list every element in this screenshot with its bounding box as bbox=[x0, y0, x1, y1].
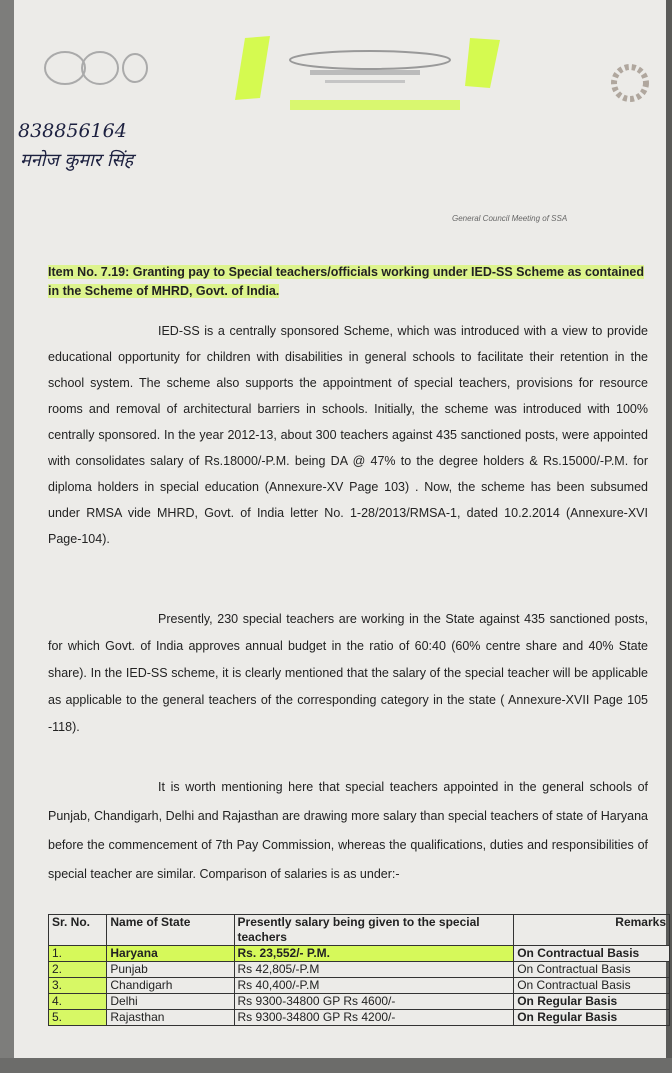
emblem-right-icon bbox=[600, 58, 670, 108]
header-remarks: Remarks bbox=[514, 915, 670, 946]
table-row bbox=[49, 946, 670, 962]
meeting-reference: General Council Meeting of SSA bbox=[452, 214, 568, 223]
cell-state: Chandigarh bbox=[107, 978, 234, 994]
cell-sr: 5. bbox=[49, 1010, 107, 1026]
table-header-row bbox=[49, 915, 670, 946]
cell-state: Punjab bbox=[107, 962, 234, 978]
cell-state: Haryana bbox=[107, 946, 234, 962]
table-row bbox=[49, 978, 670, 994]
header-salary: Presently salary being given to the special teachers bbox=[234, 915, 514, 946]
photo-edge-bottom bbox=[0, 1058, 672, 1073]
cell-sr: 2. bbox=[49, 962, 107, 978]
cell-salary: Rs 9300-34800 GP Rs 4200/- bbox=[234, 1010, 514, 1026]
header-state: Name of State bbox=[107, 915, 234, 946]
header-sr-no: Sr. No. bbox=[49, 915, 107, 946]
cell-sr: 1. bbox=[49, 946, 107, 962]
emblem-left-icon bbox=[40, 40, 150, 90]
handwritten-phone: 838856164 bbox=[18, 120, 127, 142]
cell-salary: Rs 40,400/-P.M bbox=[234, 978, 514, 994]
cell-state: Delhi bbox=[107, 994, 234, 1010]
paragraph-1: IED-SS is a centrally sponsored Scheme, which was introduced with a view to provide educational opportunity for children with disabilities in general schools to facilitate their retention in the school system. The scheme also supports the appointment of special teachers, provisions for resource rooms and removal of architectural barriers in schools. Initially, the scheme was introduced with 100% centrally sponsored. In the year 2012-13, about 300 teachers against 435 sanctioned posts, were appointed with consolidates salary of Rs.18000/-P.M. being DA @ 47% to the degree holders & Rs.15000/-P.M. for diploma holders in special education (Annexure-XV Page 103) . Now, the scheme has been subsumed under RMSA vide MHRD, Govt. of India letter No. 1-28/2013/RMSA-1, dated 10.2.2014 (Annexure-XVI Page-104). bbox=[48, 324, 648, 546]
cell-remarks: On Regular Basis bbox=[514, 1010, 670, 1026]
cell-salary: Rs 42,805/-P.M bbox=[234, 962, 514, 978]
paragraph-2: Presently, 230 special teachers are working in the State against 435 sanctioned posts, for which Govt. of India approves annual budget in the ratio of 60:40 (60% centre share and 40% State share). In the IED-SS scheme, it is clearly mentioned that the salary of the special teacher will be applicable as applicable to the general teachers of the corresponding category in the state ( Annexure-XVII Page 105 -118). bbox=[48, 612, 648, 734]
cell-state: Rajasthan bbox=[107, 1010, 234, 1026]
cell-salary: Rs 9300-34800 GP Rs 4600/- bbox=[234, 994, 514, 1010]
item-title: Item No. 7.19: Granting pay to Special teachers/officials working under IED-SS Scheme as contained in the Scheme of MHRD, Govt. of India. bbox=[48, 265, 644, 298]
table-row bbox=[49, 1010, 670, 1026]
cell-remarks: On Contractual Basis bbox=[514, 978, 670, 994]
cell-sr: 4. bbox=[49, 994, 107, 1010]
cell-remarks: On Contractual Basis bbox=[514, 962, 670, 978]
cell-remarks: On Contractual Basis bbox=[514, 946, 670, 962]
table-row bbox=[49, 994, 670, 1010]
handwritten-name: मनोज कुमार सिंह bbox=[20, 150, 134, 171]
cell-sr: 3. bbox=[49, 978, 107, 994]
paragraph-3: It is worth mentioning here that special teachers appointed in the general schools of Punjab, Chandigarh, Delhi and Rajasthan are drawing more salary than special teachers of state of Haryana before the commencement of 7th Pay Commission, whereas the qualifications, duties and responsibilities of special teacher are similar. Comparison of salaries is as under:- bbox=[48, 780, 648, 881]
cell-remarks: On Regular Basis bbox=[514, 994, 670, 1010]
table-row bbox=[49, 962, 670, 978]
cell-salary: Rs. 23,552/- P.M. bbox=[234, 946, 514, 962]
photo-edge bbox=[666, 0, 672, 1073]
ssa-logo-icon bbox=[230, 28, 510, 118]
salary-comparison-table bbox=[48, 914, 670, 1026]
